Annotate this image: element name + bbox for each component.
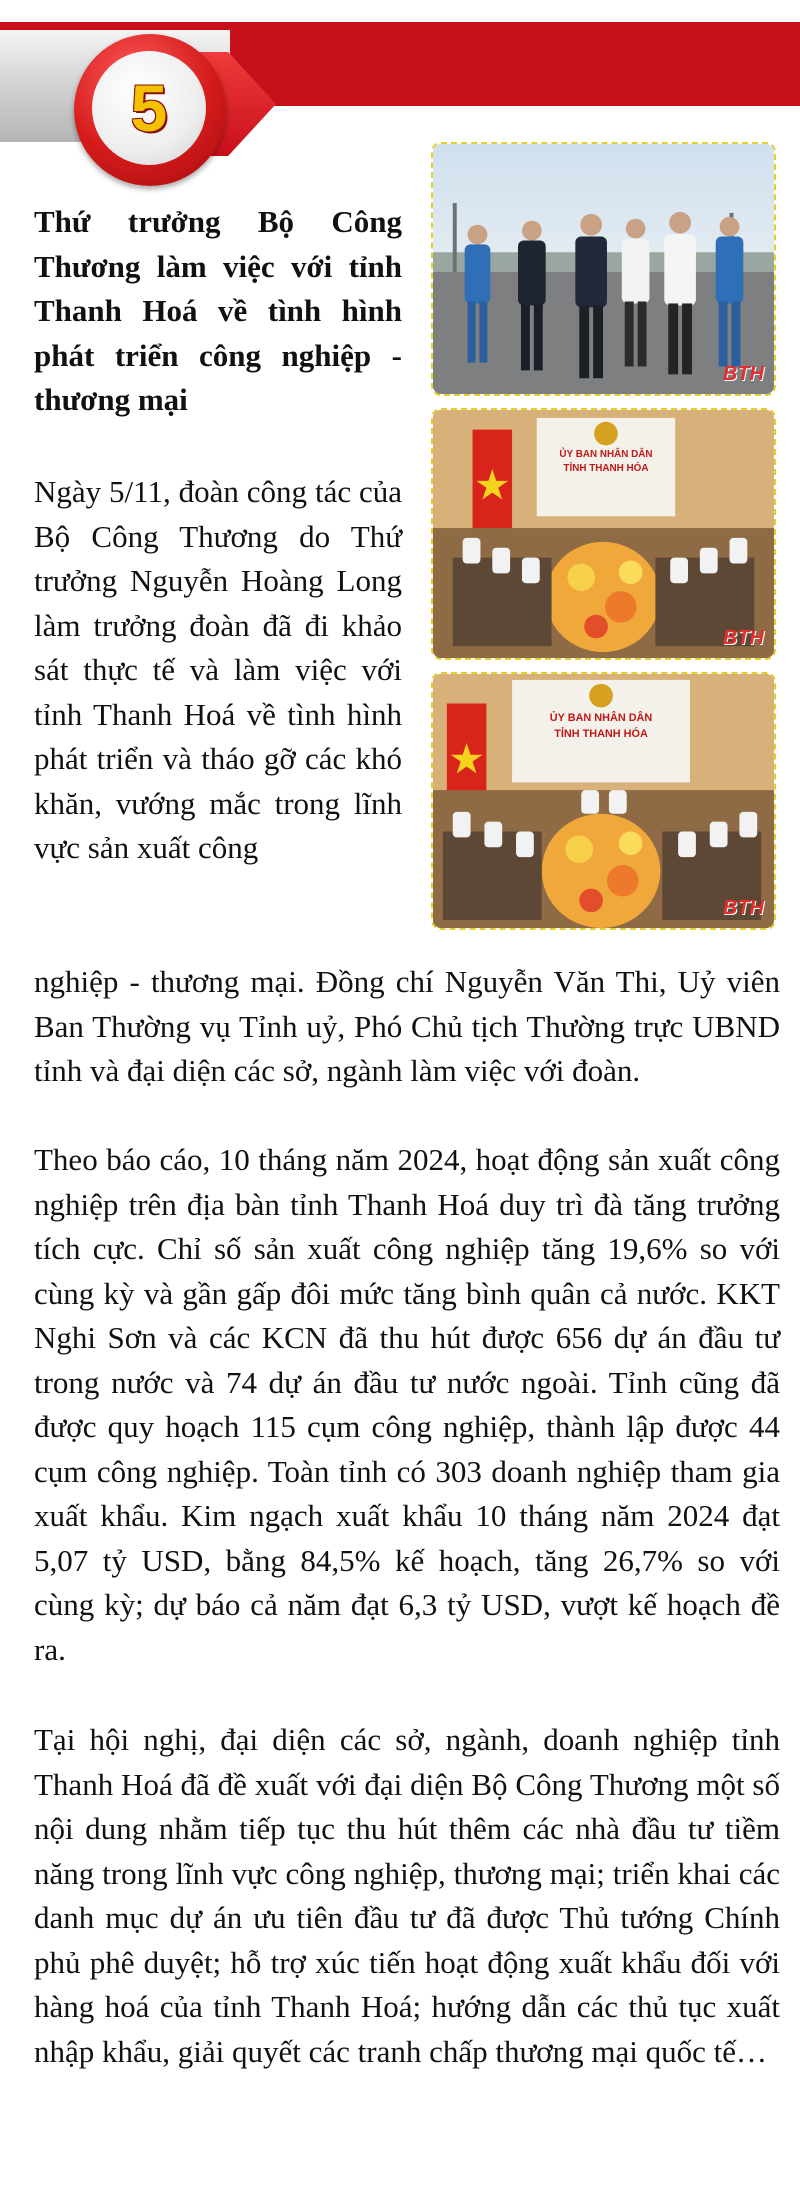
article-paragraph-2: Theo báo cáo, 10 tháng năm 2024, hoạt động sản xuất công nghiệp trên địa bàn tỉnh Thanh Hoá duy trì đà tăng trưởng tích cực. Chỉ số sản xuất công nghiệp tăng 19,6% so với cùng kỳ và gần gấp đôi mức tăng bình quân cả nước. KKT Nghi Sơn và các KCN đã thu hút được 656 dự án đầu tư trong nước và 74 dự án đầu tư nước ngoài. Tỉnh cũng đã được quy hoạch 115 cụm công nghiệp, thành lập được 44 cụm công nghiệp. Toàn tỉnh có 303 doanh nghiệp tham gia xuất khẩu. Kim ngạch xuất khẩu 10 tháng năm 2024 đạt 5,07 tỷ USD, bằng 84,5% kế hoạch, tăng 26,7% so với cùng kỳ; dự báo cả năm đạt 6,3 tỷ USD, vượt kế hoạch đề ra. bbox=[34, 1142, 780, 1667]
photo-site-visit bbox=[431, 142, 776, 396]
photo-watermark: BTH bbox=[722, 627, 764, 649]
meeting-image-2 bbox=[433, 674, 774, 928]
article-paragraph-3: Tại hội nghị, đại diện các sở, ngành, doanh nghiệp tỉnh Thanh Hoá đã đề xuất với đại diện Bộ Công Thương một số nội dung nhằm tiếp tục thu hút thêm các nhà đầu tư tiềm năng trong lĩnh vực công nghiệp, thương mại; triển khai các danh mục dự án ưu tiên đầu tư đã được Thủ tướng Chính phủ phê duyệt; hỗ trợ xúc tiến hoạt động xuất khẩu đối với hàng hoá của tỉnh Thanh Hoá; hướng dẫn các thủ tục xuất nhập khẩu, giải quyết các tranh chấp thương mại quốc tế… bbox=[34, 1722, 780, 2069]
article-title: Thứ trưởng Bộ Công Thương làm việc với tỉnh Thanh Hoá về tình hình phát triển công nghiệp - thương mại bbox=[34, 204, 402, 417]
photo-watermark: BTH bbox=[722, 363, 764, 385]
article-lead: Ngày 5/11, đoàn công tác của Bộ Công Thương do Thứ trưởng Nguyễn Hoàng Long làm trưởng đoàn đã đi khảo sát thực tế và làm việc với tỉnh Thanh Hoá về tình hình phát triển và tháo gỡ các khó khăn, vướng mắc trong lĩnh vực sản xuất công bbox=[34, 474, 402, 865]
photo-meeting-1 bbox=[431, 408, 776, 660]
site-visit-image bbox=[433, 144, 774, 394]
photo-meeting-2 bbox=[431, 672, 776, 930]
article-paragraph-1-continued: nghiệp - thương mại. Đồng chí Nguyễn Văn Thi, Uỷ viên Ban Thường vụ Tỉnh uỷ, Phó Chủ tịch Thường trực UBND tỉnh và đại diện các sở, ngành làm việc với đoàn. bbox=[34, 964, 780, 1088]
section-number: 5 bbox=[130, 71, 168, 145]
meeting-sign-line-1: ỦY BAN NHÂN DÂN bbox=[559, 449, 653, 461]
meeting-sign-line-2: TỈNH THANH HÓA bbox=[554, 728, 648, 741]
meeting-sign-line-1: ỦY BAN NHÂN DÂN bbox=[549, 712, 653, 725]
meeting-sign-line-2: TỈNH THANH HÓA bbox=[563, 463, 649, 475]
meeting-image-1 bbox=[433, 410, 774, 658]
photo-watermark: BTH bbox=[722, 897, 764, 919]
